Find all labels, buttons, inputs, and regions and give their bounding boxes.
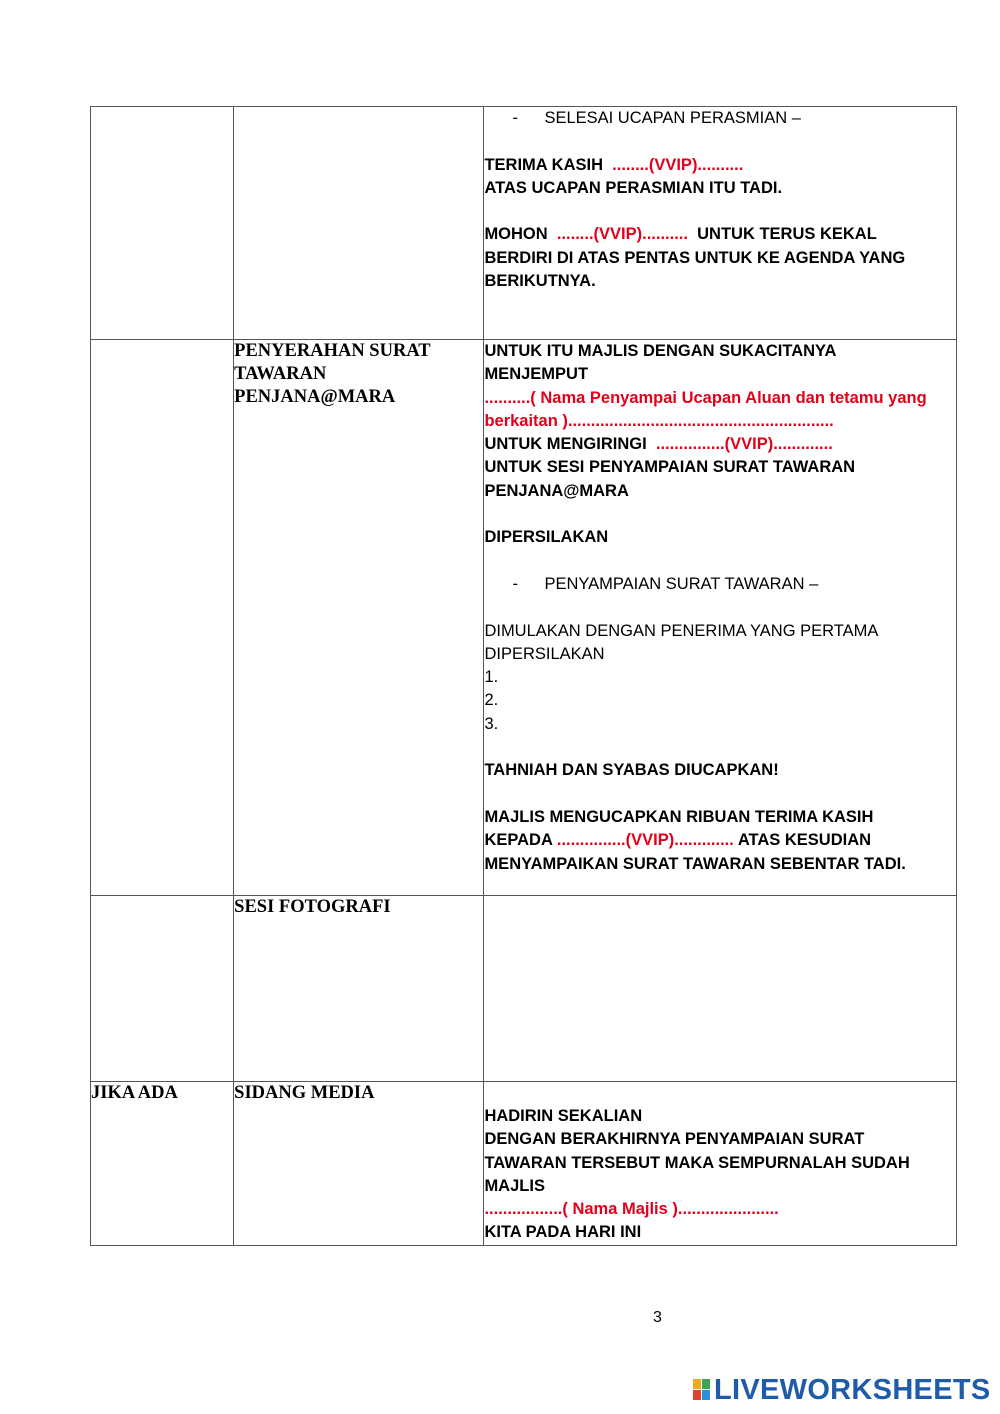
table-row <box>91 107 957 340</box>
agenda-title: PENJANA@MARA <box>234 387 396 407</box>
time-cell <box>91 107 234 340</box>
script-table <box>90 106 957 1246</box>
agenda-marker: - SELESAI UCAPAN PERASMIAN – <box>512 109 801 127</box>
time-cell <box>91 1082 234 1246</box>
page-number: 3 <box>653 1309 662 1326</box>
placeholder-line: berkaitan ).......................................................... <box>484 411 834 430</box>
liveworksheets-brand[interactable] <box>693 1375 991 1405</box>
script-line: DIPERSILAKAN <box>484 528 609 547</box>
placeholder-line: ..........( Nama Penyampai Ucapan Aluan dan tetamu yang <box>484 388 927 407</box>
agenda-cell <box>234 1082 484 1246</box>
agenda-title: PENYERAHAN SURAT <box>234 341 431 361</box>
script-line: BERIKUTNYA. <box>484 272 596 291</box>
script-line: MAJLIS MENGUCAPKAN RIBUAN TERIMA KASIH <box>484 807 874 826</box>
script-line: PENJANA@MARA <box>484 481 629 500</box>
script-line: ATAS UCAPAN PERASMIAN ITU TADI. <box>484 178 783 197</box>
liveworksheets-logo-icon <box>693 1379 711 1401</box>
script-line: TAHNIAH DAN SYABAS DIUCAPKAN! <box>484 761 779 780</box>
script-line: BERDIRI DI ATAS PENTAS UNTUK KE AGENDA YANG <box>484 248 906 267</box>
agenda-title: TAWARAN <box>234 364 327 384</box>
script-line: DIPERSILAKAN <box>484 644 605 663</box>
list-item: 3. <box>484 714 499 733</box>
script-line: KEPADA ...............(VVIP)............. ATAS KESUDIAN <box>484 831 872 850</box>
script-line: KITA PADA HARI INI <box>484 1223 642 1242</box>
agenda-cell <box>234 107 484 340</box>
script-cell <box>484 340 957 896</box>
table-row <box>91 1082 957 1246</box>
script-line: TAWARAN TERSEBUT MAKA SEMPURNALAH SUDAH <box>484 1153 910 1172</box>
script-line: MAJLIS <box>484 1176 545 1195</box>
script-line: UNTUK MENGIRINGI ...............(VVIP)............. <box>484 435 833 454</box>
time-cell <box>91 340 234 896</box>
brand-name: LIVEWORKSHEETS <box>714 1373 991 1406</box>
script-line: DENGAN BERAKHIRNYA PENYAMPAIAN SURAT <box>484 1130 865 1149</box>
script-line: DIMULAKAN DENGAN PENERIMA YANG PERTAMA <box>484 621 879 640</box>
script-line: UNTUK SESI PENYAMPAIAN SURAT TAWARAN <box>484 458 856 477</box>
agenda-title: SIDANG MEDIA <box>234 1083 375 1103</box>
placeholder-line: .................( Nama Majlis )...................... <box>484 1200 779 1219</box>
script-cell <box>484 1082 957 1246</box>
script-line: MOHON ........(VVIP).......... UNTUK TERUS KEKAL <box>484 225 877 244</box>
list-item: 1. <box>484 668 499 687</box>
script-line: TERIMA KASIH ........(VVIP).......... <box>484 155 744 174</box>
table-row <box>91 340 957 896</box>
list-item: 2. <box>484 691 499 710</box>
script-cell <box>484 896 957 1082</box>
condition-label: JIKA ADA <box>91 1083 178 1103</box>
agenda-title: SESI FOTOGRAFI <box>234 897 391 917</box>
agenda-cell <box>234 340 484 896</box>
agenda-cell <box>234 896 484 1082</box>
script-line: MENYAMPAIKAN SURAT TAWARAN SEBENTAR TADI. <box>484 854 906 873</box>
time-cell <box>91 896 234 1082</box>
script-line: UNTUK ITU MAJLIS DENGAN SUKACITANYA <box>484 342 837 360</box>
script-line: HADIRIN SEKALIAN <box>484 1107 643 1125</box>
agenda-marker: - PENYAMPAIAN SURAT TAWARAN – <box>512 574 819 593</box>
script-cell <box>484 107 957 340</box>
table-row <box>91 896 957 1082</box>
script-line: MENJEMPUT <box>484 365 589 384</box>
